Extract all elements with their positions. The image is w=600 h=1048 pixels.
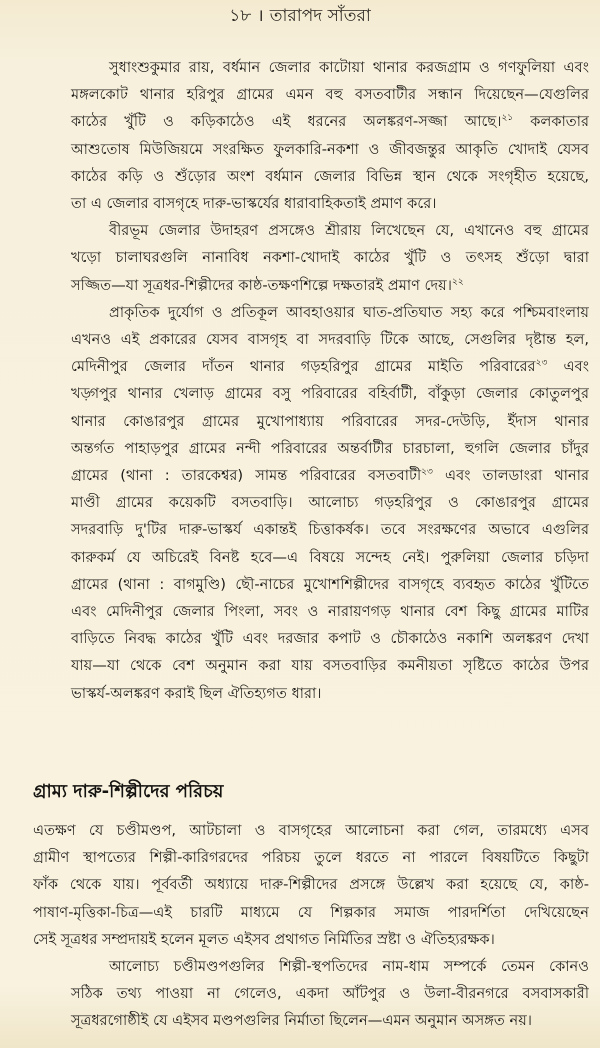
text-line: সেই সূত্রধর সম্প্রদায়ই হলেন মূলত এইসব প্রথাগত নির্মিতির স্রষ্টা ও ঐতিহ্যরক্ষক।	[33, 930, 495, 948]
text-line: সদরবাড়ি দু'টির দারু-ভাস্কর্য একান্তই চিত্তাকর্ষক। তবে সংরক্ষণের অভাবে এগুলির	[71, 521, 589, 539]
text-line: মঙ্গলকোট থানার হরিপুর গ্রামের এমন বহু বসতবাটীর সন্ধান দিয়েছেন—যেগুলির	[71, 86, 589, 104]
text-line: মাণ্ডী গ্রামের কয়েকটি বসতবাড়ি। আলোচ্য গড়হরিপুর ও কোঙারপুর গ্রামের	[71, 494, 589, 512]
text-line: ফাঁক থেকে যায়। পূর্ববর্তী অধ্যায়ে দারু-শিল্পীদের প্রসঙ্গে উল্লেখ করা হয়েছে যে, কাষ্ঠ-	[33, 876, 589, 894]
footnote-marker: ২২	[451, 276, 464, 287]
text-line: গ্রামীণ স্থাপত্যের শিল্পী-কারিগরদের পরিচয় তুলে ধরতে না পারলে বিষয়টিতে কিছুটা	[33, 849, 589, 867]
section-heading: গ্রাম্য দারু-শিল্পীদের পরিচয়	[33, 781, 224, 802]
running-head-author: তারাপদ সাঁতরা	[269, 6, 371, 26]
paragraph	[33, 299, 589, 707]
text-line: বাড়িতে নিবদ্ধ কাঠের খুঁটি এবং দরজার কপাট ও চৌকাঠেও নকাশি অলঙ্করণ দেখা	[71, 630, 589, 648]
text-line: এখনও এই প্রকারের যেসব বাসগৃহ বা সদরবাড়ি টিকে আছে, সেগুলির দৃষ্টান্ত হল,	[71, 331, 589, 349]
text-line: খড়ো চালাঘরগুলি নানাবিধ নকশা-খোদাই কাঠের খুঁটি ও তৎসহ শুঁড়ো দ্বারা	[71, 249, 589, 267]
text-line: সূত্রধরগোষ্ঠীই যে এইসব মণ্ডপগুলির নির্মাতা ছিলেন—এমন অনুমান অসঙ্গত নয়।	[71, 1012, 533, 1030]
footnote-marker: ২৩	[535, 358, 548, 369]
body-text	[33, 54, 589, 707]
section-text	[33, 817, 589, 1035]
text-line: যায়—যা থেকে বেশ অনুমান করা যায় বসতবাড়ির কমনীয়তা সৃষ্টিতে কাঠের উপর	[71, 657, 589, 675]
text-line: মেদিনীপুর জেলার দাঁতন থানার গড়হরিপুর গ্রামের মাইতি পরিবারের$^{২৩}$ এবং	[71, 358, 589, 376]
text-line: এতক্ষণ যে চণ্ডীমণ্ডপ, আটচালা ও বাসগৃহের আলোচনা করা গেল, তারমধ্যে এসব	[33, 822, 589, 839]
text-line: সজ্জিত—যা সূত্রধর-শিল্পীদের কাষ্ঠ-তক্ষণশিল্পে দক্ষতারই প্রমাণ দেয়।$^{২২}$	[71, 276, 464, 294]
text-line: আলোচ্য চণ্ডীমণ্ডপগুলির শিল্পী-স্থপতিদের নাম-ধাম সম্পর্কে তেমন কোনও	[109, 958, 589, 976]
paragraph	[33, 953, 589, 1035]
text-line: গ্রামের (থানা : বাগমুণ্ডি) ছৌ-নাচের মুখোশশিল্পীদের বাসগৃহে ব্যবহৃত কাঠের খুঁটিতে	[71, 575, 589, 593]
text-line: তা এ জেলার বাসগৃহে দারু-ভাস্কর্যের ধারাবাহিকতাই প্রমাণ করে।	[71, 195, 437, 213]
footnote-marker: ২৩	[421, 467, 433, 478]
text-line: আশুতোষ মিউজিয়মে সংরক্ষিত ফুলকারি-নকশা ও জীবজন্তুর আকৃতি খোদাই যেসব	[71, 140, 589, 158]
paragraph	[33, 217, 589, 299]
text-line: কাঠের কড়ি ও শুঁড়োর অংশ বর্ধমান জেলার বিভিন্ন স্থান থেকে সংগৃহীত হয়েছে,	[71, 167, 589, 185]
running-head	[0, 4, 600, 28]
page-number: ১৮	[229, 6, 252, 26]
paragraph	[33, 54, 589, 217]
text-line: থানার কোঙারপুর গ্রামের মুখোপাধ্যায় পরিবারের সদর-দেউড়ি, ইঁদাস থানার	[71, 412, 589, 430]
footnote-marker: ২১	[501, 113, 514, 124]
text-line: ভাস্কর্য-অলঙ্করণ করাই ছিল ঐতিহ্যগত ধারা।	[71, 684, 322, 702]
text-line: সঠিক তথ্য পাওয়া না গেলেও, একদা আঁটপুর ও উলা-বীরনগরে বসবাসকারী	[71, 985, 589, 1003]
text-line: খড়্গপুর থানার খেলাড় গ্রামের বসু পরিবারের বহির্বাটী, বাঁকুড়া জেলার কোতুলপুর	[71, 385, 589, 403]
text-line: পাষাণ-মৃত্তিকা-চিত্র—এই চারটি মাধ্যমে যে শিল্পকার সমাজ পারদর্শিতা দেখিয়েছেন	[33, 903, 589, 921]
text-line: অন্তর্গত পাহাড়পুর গ্রামের নন্দী পরিবারের অন্তর্বাটীর চারচালা, হুগলি জেলার চাঁদুর	[71, 439, 589, 457]
text-line: কারুকর্ম যে অচিরেই বিনষ্ট হবে—এ বিষয়ে সন্দেহ নেই। পুরুলিয়া জেলার চড়িদা	[71, 548, 589, 566]
paragraph	[33, 817, 589, 953]
text-line: বীরভূম জেলার উদাহরণ প্রসঙ্গেও শ্রীরায় লিখেছেন যে, এখানেও বহু গ্রামের	[109, 222, 589, 240]
text-line: প্রাকৃতিক দুর্যোগ ও প্রতিকূল আবহাওয়ার ঘাত-প্রতিঘাত সহ্য করে পশ্চিমবাংলায়	[109, 303, 589, 321]
text-line: কাঠের খুঁটি ও কড়িকাঠেও এই ধরনের অলঙ্করণ-সজ্জা আছে।$^{২১}$ কলকাতার	[71, 113, 589, 131]
text-line: সুধাংশুকুমার রায়, বর্ধমান জেলার কাটোয়া থানার করজগ্রাম ও গণফুলিয়া এবং	[109, 59, 589, 76]
text-line: এবং মেদিনীপুর জেলার পিংলা, সবং ও নারায়ণগড় থানার বেশ কিছু গ্রামের মাটির	[71, 603, 589, 621]
running-head-separator: ।	[257, 6, 264, 26]
text-line: গ্রামের (থানা : তারকেশ্বর) সামন্ত পরিবারের বসতবাটী$^{২৩}$ এবং তালডাংরা থানার	[71, 467, 589, 485]
